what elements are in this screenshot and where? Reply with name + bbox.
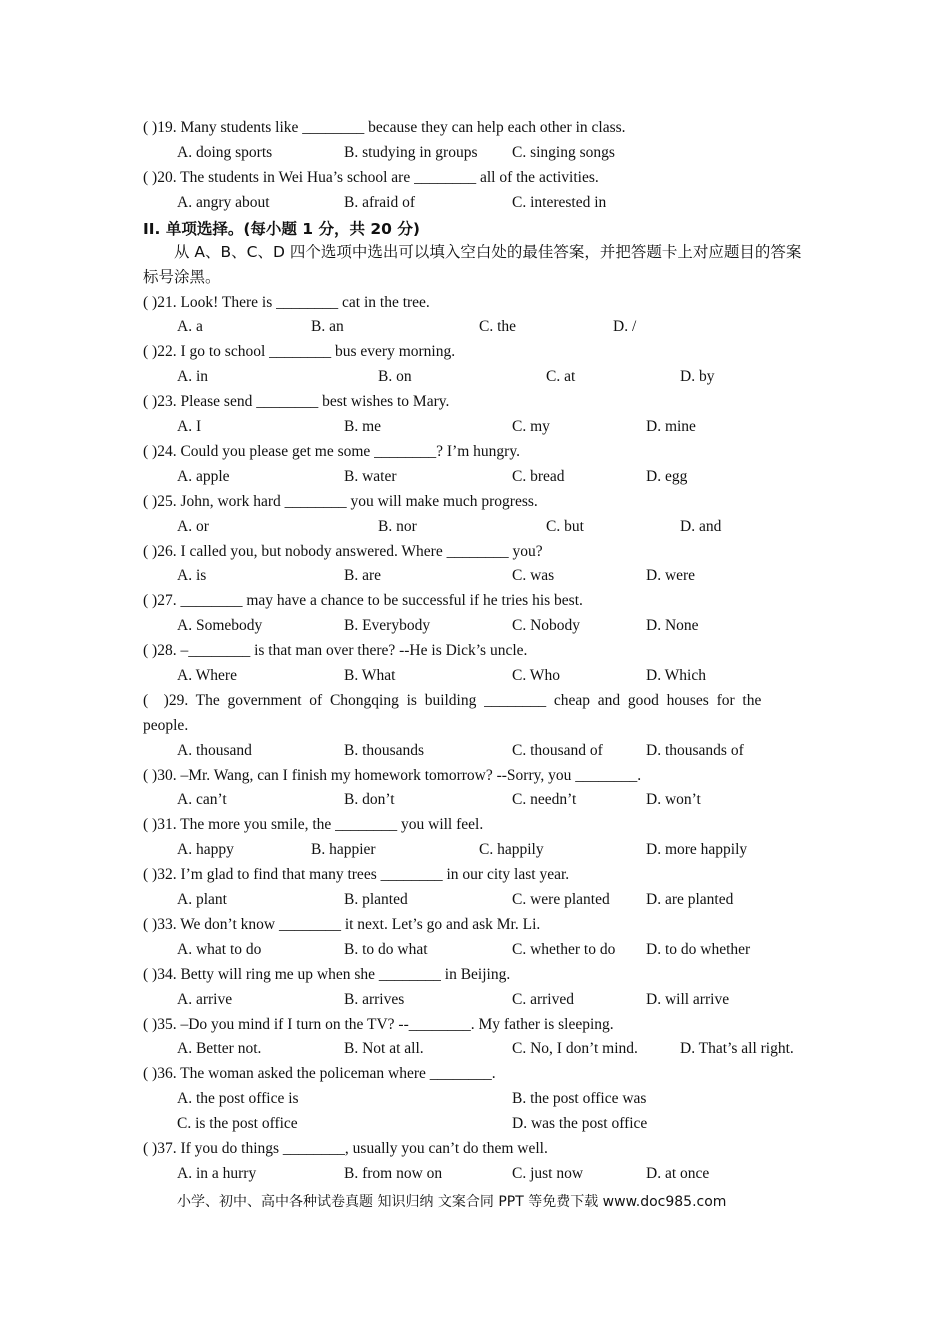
- question-stem-continued: people.: [143, 717, 189, 734]
- option: A. doing sports: [177, 144, 273, 161]
- option: A. Where: [177, 667, 237, 684]
- question-stem: ( )26. I called you, but nobody answered. Where ________ you?: [143, 543, 543, 560]
- option: A. in: [177, 368, 208, 385]
- option: D. at once: [646, 1165, 710, 1182]
- option: C. were planted: [512, 891, 610, 908]
- option: C. was: [512, 567, 555, 584]
- option: D. was the post office: [512, 1115, 648, 1132]
- question-stem: ( )37. If you do things ________, usually you can’t do them well.: [143, 1140, 548, 1157]
- option: B. studying in groups: [344, 144, 478, 161]
- question-stem: ( )30. –Mr. Wang, can I finish my homework tomorrow? --Sorry, you ________.: [143, 767, 642, 784]
- question-stem: ( )19. Many students like ________ because they can help each other in class.: [143, 119, 626, 136]
- question-stem: ( )22. I go to school ________ bus every morning.: [143, 343, 456, 360]
- option: C. is the post office: [177, 1115, 298, 1132]
- question-stem: ( )29. The government of Chongqing is building ________ cheap and good houses for the: [143, 692, 762, 709]
- option: D. and: [680, 518, 722, 535]
- option: B. an: [311, 318, 344, 335]
- option: A. plant: [177, 891, 227, 908]
- question-stem: ( )31. The more you smile, the ________ you will feel.: [143, 816, 484, 833]
- option: A. angry about: [177, 194, 270, 211]
- option: D. are planted: [646, 891, 734, 908]
- option: C. Nobody: [512, 617, 581, 634]
- question-stem: ( )20. The students in Wei Hua’s school are ________ all of the activities.: [143, 169, 599, 186]
- option: D. to do whether: [646, 941, 751, 958]
- option: D. more happily: [646, 841, 748, 858]
- option: D. by: [680, 368, 715, 385]
- question-stem: ( )32. I’m glad to find that many trees ________ in our city last year.: [143, 866, 570, 883]
- option: C. the: [479, 318, 517, 335]
- option: C. bread: [512, 468, 565, 485]
- option: B. me: [344, 418, 382, 435]
- option: D. won’t: [646, 791, 701, 808]
- option: C. at: [546, 368, 576, 385]
- option: B. planted: [344, 891, 408, 908]
- option: C. No, I don’t mind.: [512, 1040, 638, 1057]
- question-stem: ( )27. ________ may have a chance to be successful if he tries his best.: [143, 592, 583, 609]
- option: C. just now: [512, 1165, 584, 1182]
- option: A. the post office is: [177, 1090, 299, 1107]
- option: A. apple: [177, 468, 230, 485]
- option: D. None: [646, 617, 699, 634]
- option: C. my: [512, 418, 550, 435]
- option: A. in a hurry: [177, 1165, 257, 1182]
- option: D. Which: [646, 667, 706, 684]
- option: D. That’s all right.: [680, 1040, 794, 1057]
- option: A. what to do: [177, 941, 262, 958]
- question-stem: ( )23. Please send ________ best wishes to Mary.: [143, 393, 450, 410]
- option: B. thousands: [344, 742, 425, 759]
- option: A. Better not.: [177, 1040, 262, 1057]
- option: D. mine: [646, 418, 696, 435]
- option: C. needn’t: [512, 791, 577, 808]
- option: B. Everybody: [344, 617, 431, 634]
- option: C. happily: [479, 841, 544, 858]
- question-stem: ( )25. John, work hard ________ you will make much progress.: [143, 493, 538, 510]
- option: B. water: [344, 468, 397, 485]
- option: C. but: [546, 518, 584, 535]
- option: A. I: [177, 418, 202, 435]
- option: C. singing songs: [512, 144, 615, 161]
- option: C. whether to do: [512, 941, 616, 958]
- section-instruction: 从 A、B、C、D 四个选项中选出可以填入空白处的最佳答案，并把答题卡上对应题目的答案标号涂黑。: [143, 243, 802, 286]
- option: A. is: [177, 567, 207, 584]
- option: D. /: [613, 318, 637, 335]
- question-stem: ( )21. Look! There is ________ cat in the tree.: [143, 294, 430, 311]
- section-heading: II. 单项选择。(每小题 1 分，共 20 分): [143, 220, 420, 238]
- option: C. arrived: [512, 991, 574, 1008]
- option: A. or: [177, 518, 209, 535]
- option: B. to do what: [344, 941, 428, 958]
- question-stem: ( )34. Betty will ring me up when she ________ in Beijing.: [143, 966, 511, 983]
- option: B. don’t: [344, 791, 395, 808]
- option: B. from now on: [344, 1165, 443, 1182]
- option: A. can’t: [177, 791, 227, 808]
- option: C. thousand of: [512, 742, 603, 759]
- option: B. are: [344, 567, 382, 584]
- option: B. the post office was: [512, 1090, 647, 1107]
- question-stem: ( )33. We don’t know ________ it next. Let’s go and ask Mr. Li.: [143, 916, 541, 933]
- option: B. nor: [378, 518, 417, 535]
- option: D. thousands of: [646, 742, 744, 759]
- option: D. egg: [646, 468, 688, 485]
- option: A. arrive: [177, 991, 233, 1008]
- option: D. were: [646, 567, 696, 584]
- option: B. happier: [311, 841, 376, 858]
- option: B. on: [378, 368, 412, 385]
- option: B. Not at all.: [344, 1040, 424, 1057]
- option: B. arrives: [344, 991, 405, 1008]
- option: A. Somebody: [177, 617, 263, 634]
- question-stem: ( )35. –Do you mind if I turn on the TV? --________. My father is sleeping.: [143, 1016, 614, 1033]
- option: A. happy: [177, 841, 234, 858]
- page-footer: 小学、初中、高中各种试卷真题 知识归纳 文案合同 PPT 等免费下载 www.doc985.com: [177, 1194, 727, 1210]
- option: A. a: [177, 318, 203, 335]
- question-stem: ( )28. –________ is that man over there? --He is Dick’s uncle.: [143, 642, 528, 659]
- question-stem: ( )36. The woman asked the policeman where ________.: [143, 1065, 496, 1082]
- option: D. will arrive: [646, 991, 730, 1008]
- question-stem: ( )24. Could you please get me some ________? I’m hungry.: [143, 443, 520, 460]
- option: B. What: [344, 667, 396, 684]
- option: C. Who: [512, 667, 560, 684]
- option: A. thousand: [177, 742, 252, 759]
- option: B. afraid of: [344, 194, 416, 211]
- option: C. interested in: [512, 194, 607, 211]
